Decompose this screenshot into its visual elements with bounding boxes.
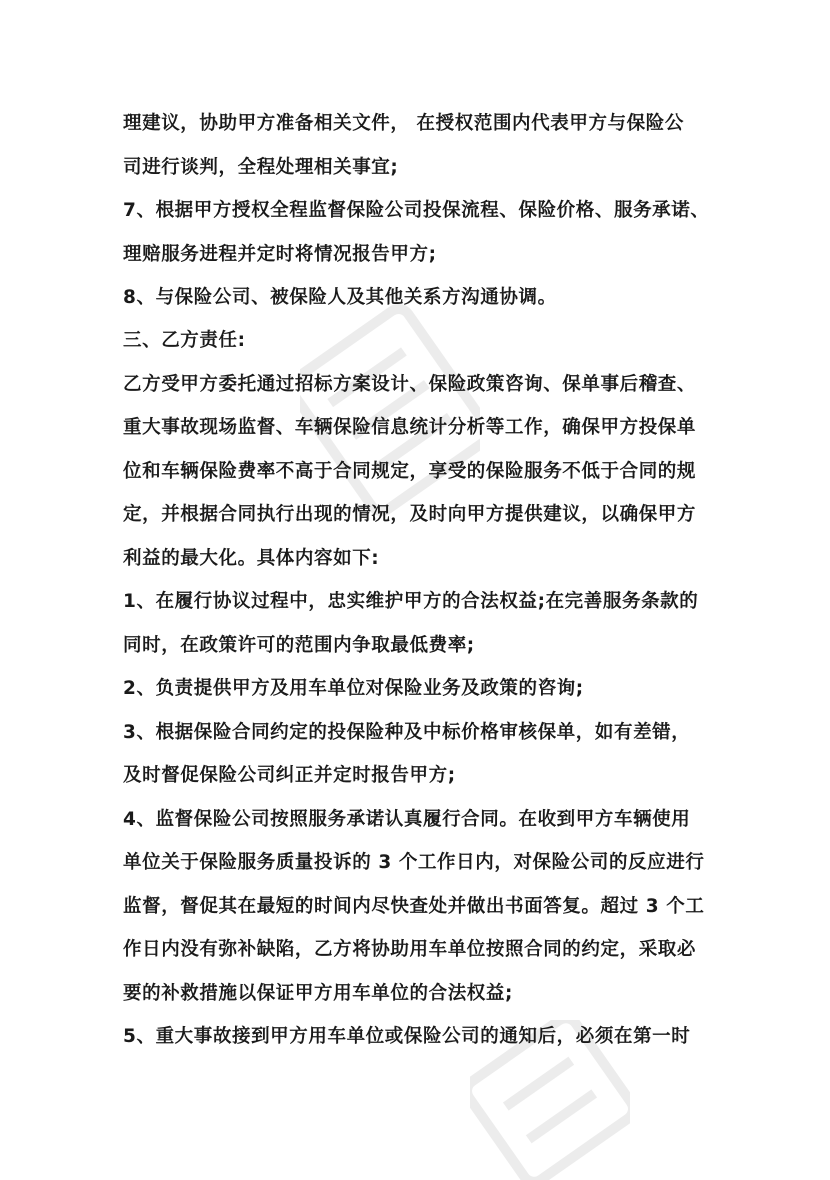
watermark [300,300,480,520]
text-line: 5、重大事故接到甲方用车单位或保险公司的通知后，必须在第一时 [123,1026,691,1047]
text-line: 单位关于保险服务质量投诉的 3 个工作日内，对保险公司的反应进行 [123,852,705,873]
text-line: 乙方受甲方委托通过招标方案设计、保险政策咨询、保单事后稽查、 [123,374,697,395]
text-line: 及时督促保险公司纠正并定时报告甲方; [123,765,456,786]
text-line: 定，并根据合同执行出现的情况，及时向甲方提供建议，以确保甲方 [123,504,697,525]
text-line: 司进行谈判，全程处理相关事宜; [123,157,399,178]
text-line: 理赔服务进程并定时将情况报告甲方; [123,244,437,265]
text-line: 1、在履行协议过程中，忠实维护甲方的合法权益;在完善服务条款的 [123,591,699,612]
text-line: 8、与保险公司、被保险人及其他关系方沟通协调。 [123,287,557,308]
text-line: 理建议，协助甲方准备相关文件， 在授权范围内代表甲方与保险公 [123,113,684,134]
text-line: 7、根据甲方授权全程监督保险公司投保流程、保险价格、服务承诺、 [123,200,710,221]
text-line: 利益的最大化。具体内容如下: [123,548,380,569]
text-line: 4、监督保险公司按照服务承诺认真履行合同。在收到甲方车辆使用 [123,809,691,830]
text-line: 作日内没有弥补缺陷，乙方将协助用车单位按照合同的约定，采取必 [123,939,697,960]
text-line: 监督，督促其在最短的时间内尽快查处并做出书面答复。超过 3 个工 [123,896,705,917]
text-line: 要的补救措施以保证甲方用车单位的合法权益; [123,983,513,1004]
text-line: 2、负责提供甲方及用车单位对保险业务及政策的咨询; [123,678,584,699]
text-line: 3、根据保险合同约定的投保险种及中标价格审核保单，如有差错， [123,722,691,743]
text-line: 重大事故现场监督、车辆保险信息统计分析等工作，确保甲方投保单 [123,417,697,438]
text-line: 位和车辆保险费率不高于合同规定，享受的保险服务不低于合同的规 [123,461,697,482]
section-heading: 三、乙方责任: [123,330,246,351]
text-line: 同时，在政策许可的范围内争取最低费率; [123,635,475,656]
